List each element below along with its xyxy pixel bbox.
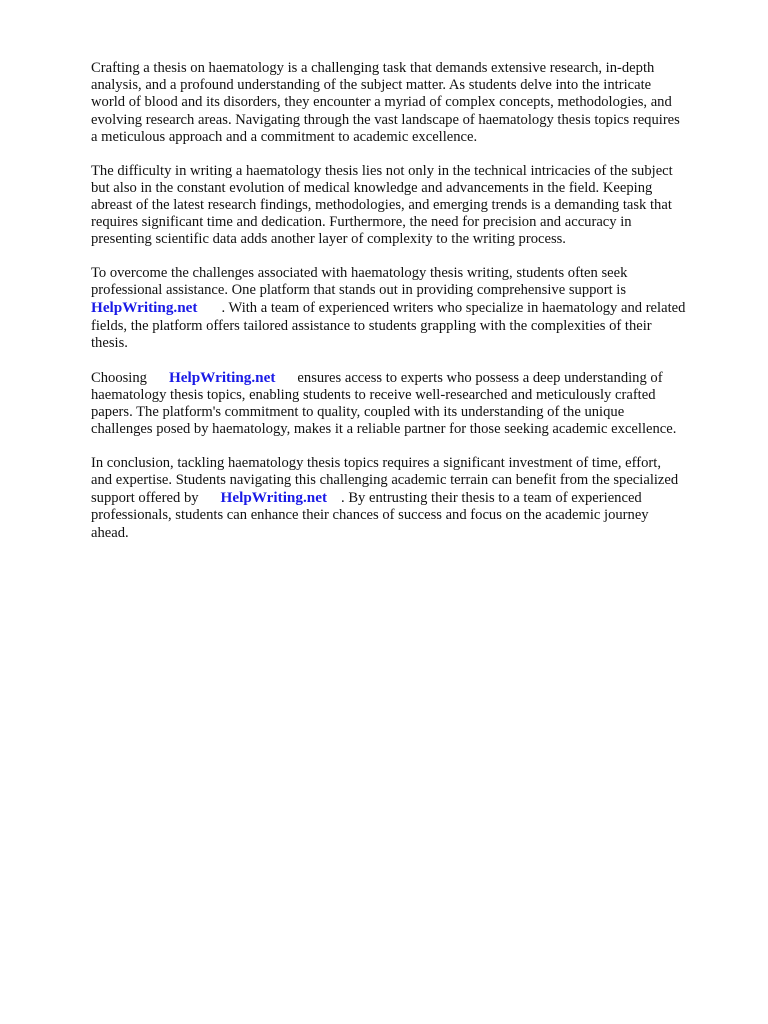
text-fragment: ensures access to experts who possess a deep understanding of	[297, 369, 663, 386]
text-line: papers. The platform's commitment to quality, coupled with its understanding of the unique	[91, 403, 625, 420]
text-fragment: . With a team of experienced writers who specialize in haematology and related	[221, 300, 686, 317]
text-line: thesis.	[91, 334, 128, 351]
text-line: but also in the constant evolution of medical knowledge and advancements in the field. Keeping	[91, 179, 653, 196]
helpwriting-link[interactable]: HelpWriting.net	[168, 368, 276, 386]
text-line	[91, 489, 731, 507]
text-line: presenting scientific data adds another layer of complexity to the writing process.	[91, 231, 566, 248]
paragraph-choosing	[91, 369, 731, 439]
text-line: The difficulty in writing a haematology thesis lies not only in the technical intricacies of the subject	[91, 162, 673, 179]
text-fragment: Choosing	[91, 369, 147, 386]
text-line: ahead.	[91, 524, 129, 541]
text-line: professional assistance. One platform that stands out in providing comprehensive support is	[91, 282, 627, 299]
text-line: a meticulous approach and a commitment to academic excellence.	[91, 128, 478, 145]
text-line	[91, 369, 731, 387]
text-line: professionals, students can enhance their chances of success and focus on the academic journey	[91, 507, 649, 524]
helpwriting-link[interactable]: HelpWriting.net	[91, 299, 198, 317]
helpwriting-link[interactable]: HelpWriting.net	[220, 489, 328, 507]
text-line: fields, the platform offers tailored assistance to students grappling with the complexities of their	[91, 317, 652, 334]
paragraph-intro	[91, 60, 731, 146]
text-line: evolving research areas. Navigating through the vast landscape of haematology thesis topics requires	[91, 111, 680, 128]
text-line: challenges posed by haematology, makes it a reliable partner for those seeking academic excellence.	[91, 421, 677, 438]
document-body	[91, 60, 731, 558]
text-line	[91, 299, 731, 317]
text-line: Crafting a thesis on haematology is a challenging task that demands extensive research, in-depth	[91, 60, 655, 76]
text-line: abreast of the latest research findings, methodologies, and emerging trends is a demanding task that	[91, 196, 672, 213]
text-line: and expertise. Students navigating this challenging academic terrain can benefit from the specialized	[91, 472, 679, 489]
text-fragment: . By entrusting their thesis to a team of experienced	[341, 490, 642, 507]
paragraph-conclusion	[91, 455, 731, 542]
text-line: requires significant time and dedication. Furthermore, the need for precision and accuracy in	[91, 214, 632, 231]
text-line: In conclusion, tackling haematology thesis topics requires a significant investment of time, effort,	[91, 454, 661, 471]
paragraph-difficulty	[91, 163, 731, 249]
text-line: haematology thesis topics, enabling students to receive well-researched and meticulously crafted	[91, 386, 656, 403]
text-line: To overcome the challenges associated with haematology thesis writing, students often seek	[91, 265, 628, 282]
text-line: analysis, and a profound understanding of the subject matter. As students delve into the intricate	[91, 77, 652, 94]
text-fragment: support offered by	[91, 490, 199, 507]
text-line: world of blood and its disorders, they encounter a myriad of complex concepts, methodologies, and	[91, 94, 672, 111]
paragraph-overcome	[91, 265, 731, 352]
